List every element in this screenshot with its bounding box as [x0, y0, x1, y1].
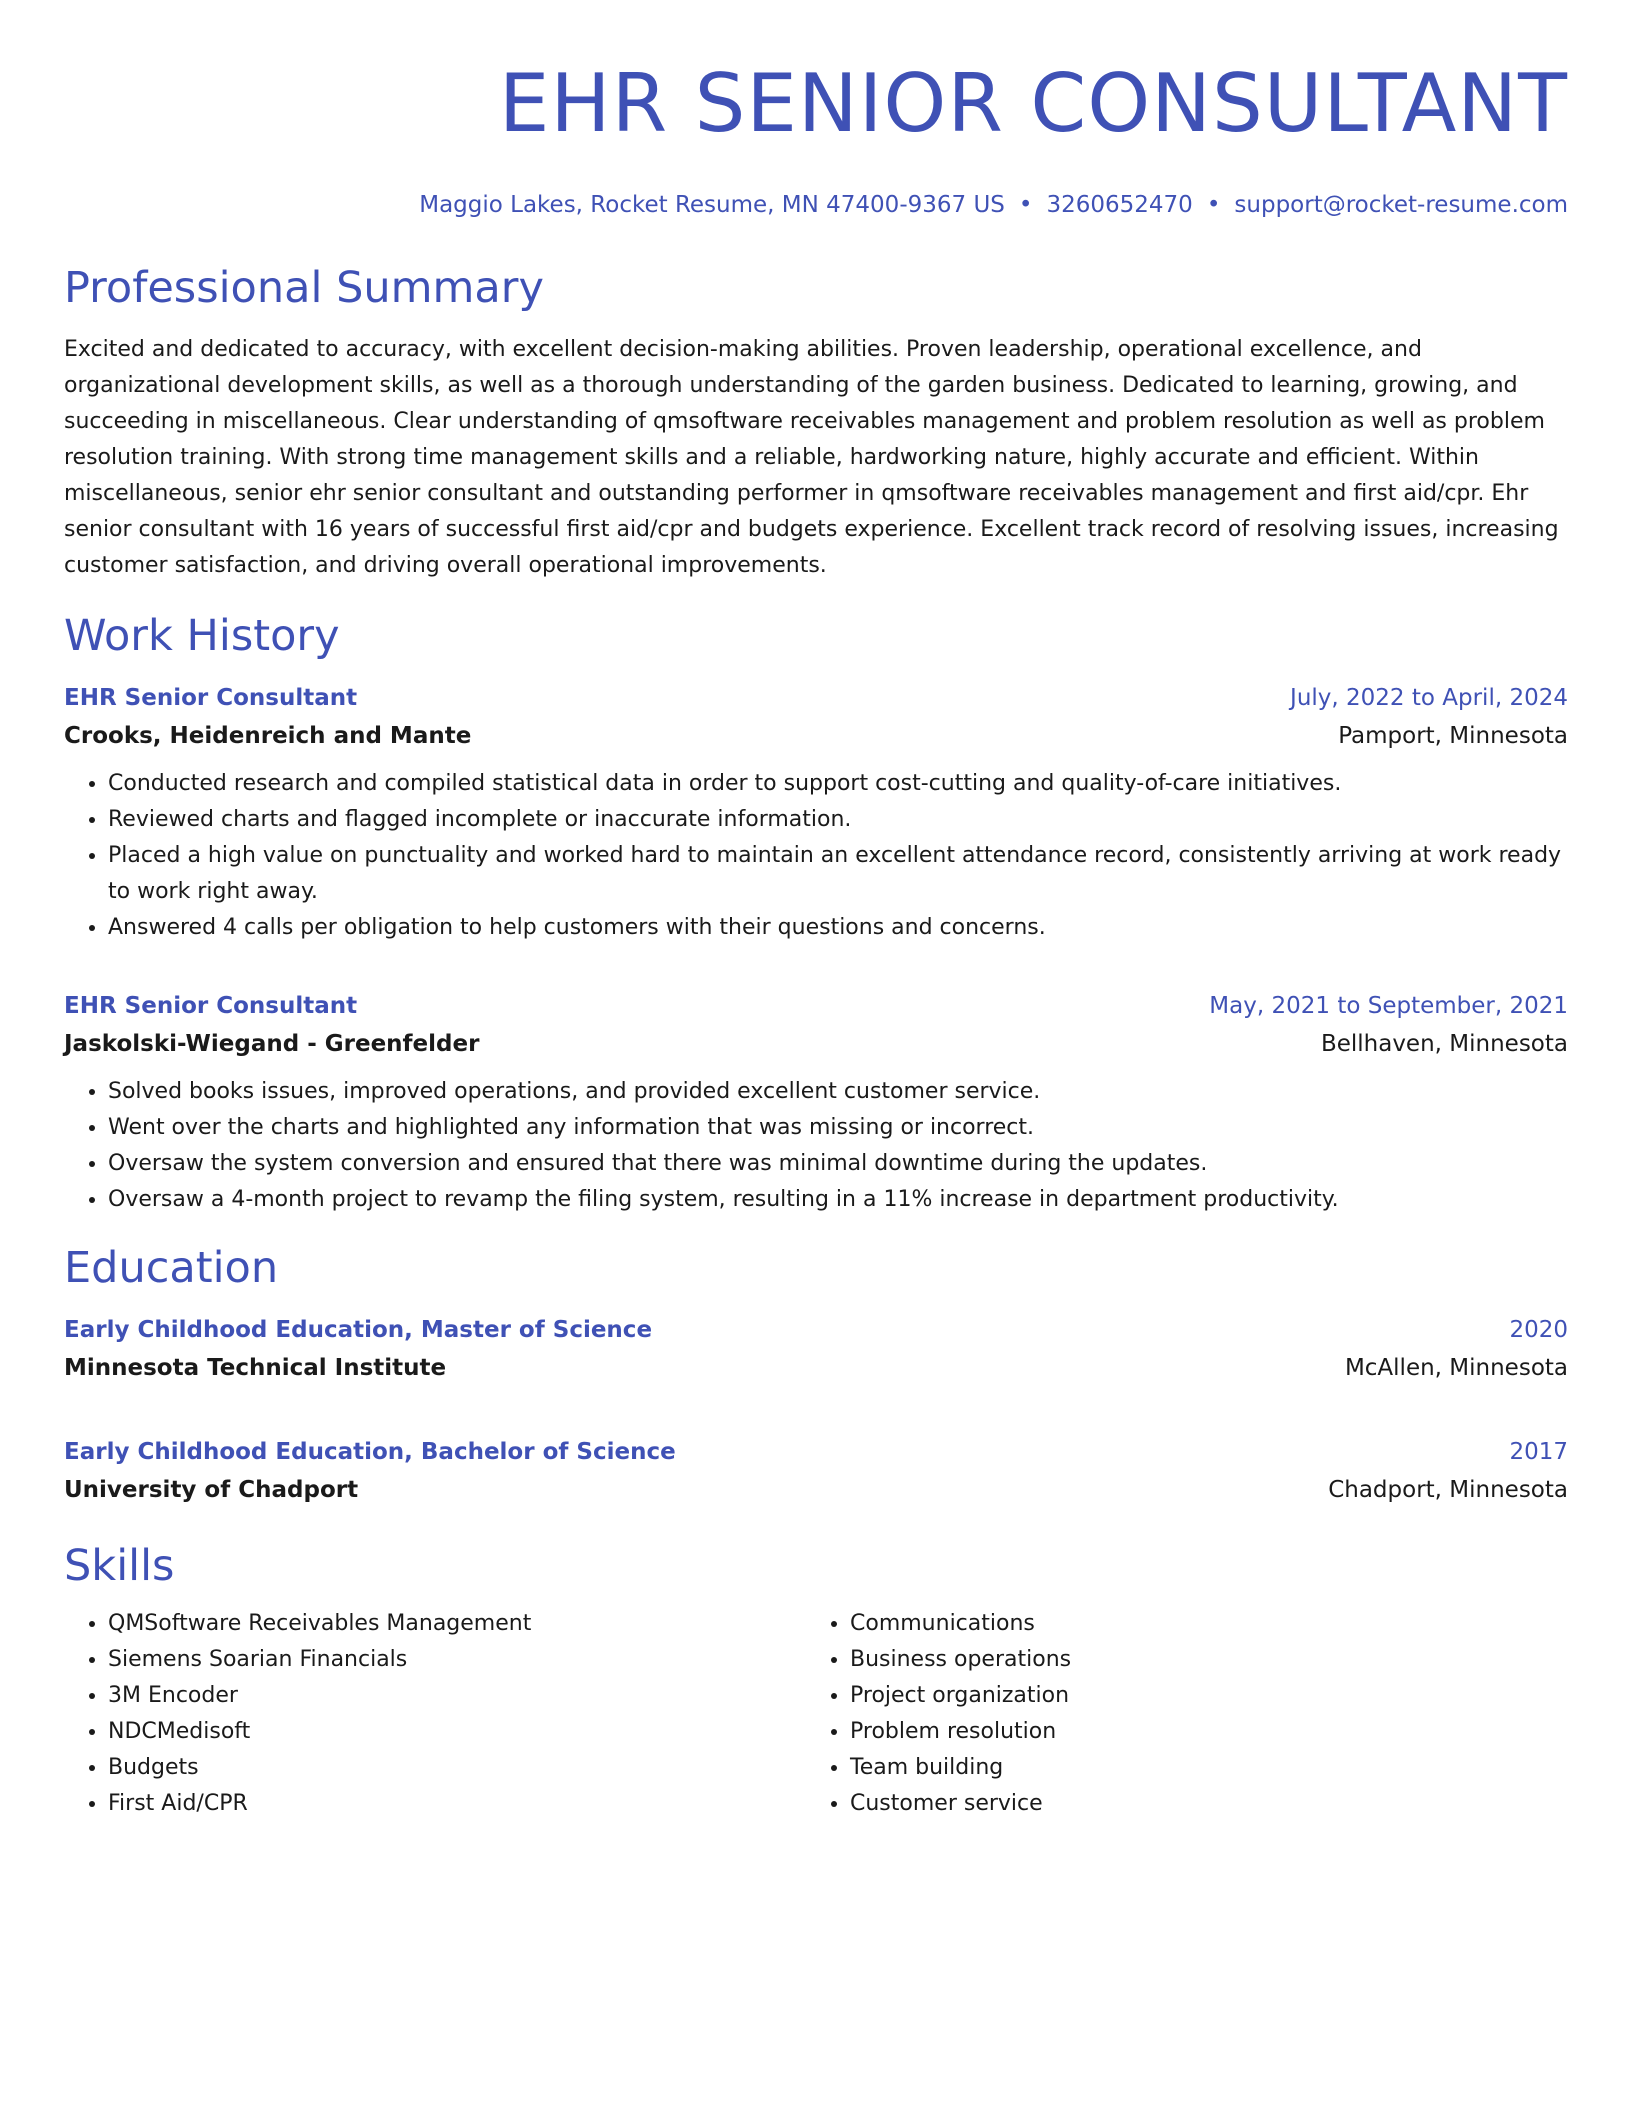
- work-history-heading: Work History: [64, 611, 340, 661]
- job-role: EHR Senior Consultant: [64, 685, 358, 711]
- skill-item: • Problem resolution: [850, 1714, 1548, 1750]
- education-header-row: [64, 1312, 1568, 1348]
- job-dates: July, 2022 to April, 2024: [1290, 685, 1568, 711]
- skills-list: [806, 1606, 1548, 1822]
- education-school: Minnesota Technical Institute: [64, 1355, 447, 1381]
- skill-item: • Business operations: [850, 1642, 1548, 1678]
- skill-item: • Team building: [850, 1750, 1548, 1786]
- skill-item: • Budgets: [108, 1750, 806, 1786]
- skill-item: • First Aid/CPR: [108, 1786, 806, 1822]
- education-degree: Early Childhood Education, Master of Science: [64, 1317, 653, 1343]
- skill-item: • Siemens Soarian Financials: [108, 1642, 806, 1678]
- job-bullet: • Solved books issues, improved operations, and provided excellent customer service.: [108, 1074, 1568, 1110]
- job-company: Jaskolski-Wiegand - Greenfelder: [64, 1031, 480, 1057]
- education-school-row: [64, 1470, 1568, 1510]
- education-heading: Education: [64, 1243, 279, 1293]
- education-year: 2020: [1509, 1317, 1568, 1343]
- education-location: McAllen, Minnesota: [1344, 1355, 1568, 1381]
- job-company: Crooks, Heidenreich and Mante: [64, 723, 472, 749]
- job-dates: May, 2021 to September, 2021: [1209, 993, 1568, 1019]
- skills-column-left: [64, 1606, 806, 1822]
- job-bullet: • Answered 4 calls per obligation to help customers with their questions and concerns.: [108, 910, 1568, 946]
- job-bullet: • Placed a high value on punctuality and worked hard to maintain an excellent attendance record, consistently arriving at work ready to work right away.: [108, 838, 1568, 910]
- skill-item: • 3M Encoder: [108, 1678, 806, 1714]
- job-location: Pamport, Minnesota: [1338, 723, 1568, 749]
- skills-list: [64, 1606, 806, 1822]
- job-bullet: • Oversaw the system conversion and ensured that there was minimal downtime during the updates.: [108, 1146, 1568, 1182]
- job-entry: [64, 680, 1568, 946]
- job-bullets: [64, 766, 1568, 946]
- job-header-row: [64, 680, 1568, 716]
- contact-address: Maggio Lakes, Rocket Resume, MN 47400-9367 US: [419, 192, 1005, 218]
- job-bullet: • Oversaw a 4-month project to revamp the filing system, resulting in a 11% increase in department productivity.: [108, 1182, 1568, 1218]
- skill-item: • QMSoftware Receivables Management: [108, 1606, 806, 1642]
- job-header-row: [64, 988, 1568, 1024]
- skill-item: • Customer service: [850, 1786, 1548, 1822]
- job-role: EHR Senior Consultant: [64, 993, 358, 1019]
- job-entry: [64, 988, 1568, 1218]
- job-location: Bellhaven, Minnesota: [1320, 1031, 1568, 1057]
- resume-title: EHR SENIOR CONSULTANT: [498, 57, 1568, 150]
- education-header-row: [64, 1434, 1568, 1470]
- job-bullet: • Reviewed charts and flagged incomplete or inaccurate information.: [108, 802, 1568, 838]
- job-company-row: [64, 1024, 1568, 1064]
- education-entry: [64, 1312, 1568, 1388]
- contact-separator: •: [1206, 192, 1221, 218]
- contact-separator: •: [1018, 192, 1033, 218]
- skills-heading: Skills: [64, 1541, 175, 1591]
- skill-item: • Project organization: [850, 1678, 1548, 1714]
- education-school: University of Chadport: [64, 1477, 359, 1503]
- education-entry: [64, 1434, 1568, 1510]
- contact-email: support@rocket-resume.com: [1234, 192, 1568, 218]
- education-school-row: [64, 1348, 1568, 1388]
- skill-item: • NDCMedisoft: [108, 1714, 806, 1750]
- summary-heading: Professional Summary: [64, 263, 544, 313]
- skill-item: • Communications: [850, 1606, 1548, 1642]
- contact-phone: 3260652470: [1046, 192, 1193, 218]
- contact-line: [64, 190, 1568, 220]
- education-year: 2017: [1509, 1439, 1568, 1465]
- job-bullet: • Went over the charts and highlighted any information that was missing or incorrect.: [108, 1110, 1568, 1146]
- skills-column-right: [806, 1606, 1548, 1822]
- skills-columns: [64, 1606, 1568, 1822]
- summary-text: Excited and dedicated to accuracy, with excellent decision-making abilities. Proven leadership, operational excellence, and organizational development skills, as well as a thorough understanding of the garden business. Dedicated to learning, growing, and succeeding in miscellaneous. Clear understanding of qmsoftware receivables management and problem resolution as well as problem resolution training. With strong time management skills and a reliable, hardworking nature, highly accurate and efficient. Within miscellaneous, senior ehr senior consultant and outstanding performer in qmsoftware receivables management and first aid/cpr. Ehr senior consultant with 16 years of successful first aid/cpr and budgets experience. Excellent track record of resolving issues, increasing customer satisfaction, and driving overall operational improvements.: [64, 337, 1559, 578]
- job-company-row: [64, 716, 1568, 756]
- resume-page: [64, 0, 1568, 1822]
- job-bullet: • Conducted research and compiled statistical data in order to support cost-cutting and quality-of-care initiatives.: [108, 766, 1568, 802]
- education-degree: Early Childhood Education, Bachelor of Science: [64, 1439, 676, 1465]
- job-bullets: [64, 1074, 1568, 1218]
- education-location: Chadport, Minnesota: [1328, 1477, 1568, 1503]
